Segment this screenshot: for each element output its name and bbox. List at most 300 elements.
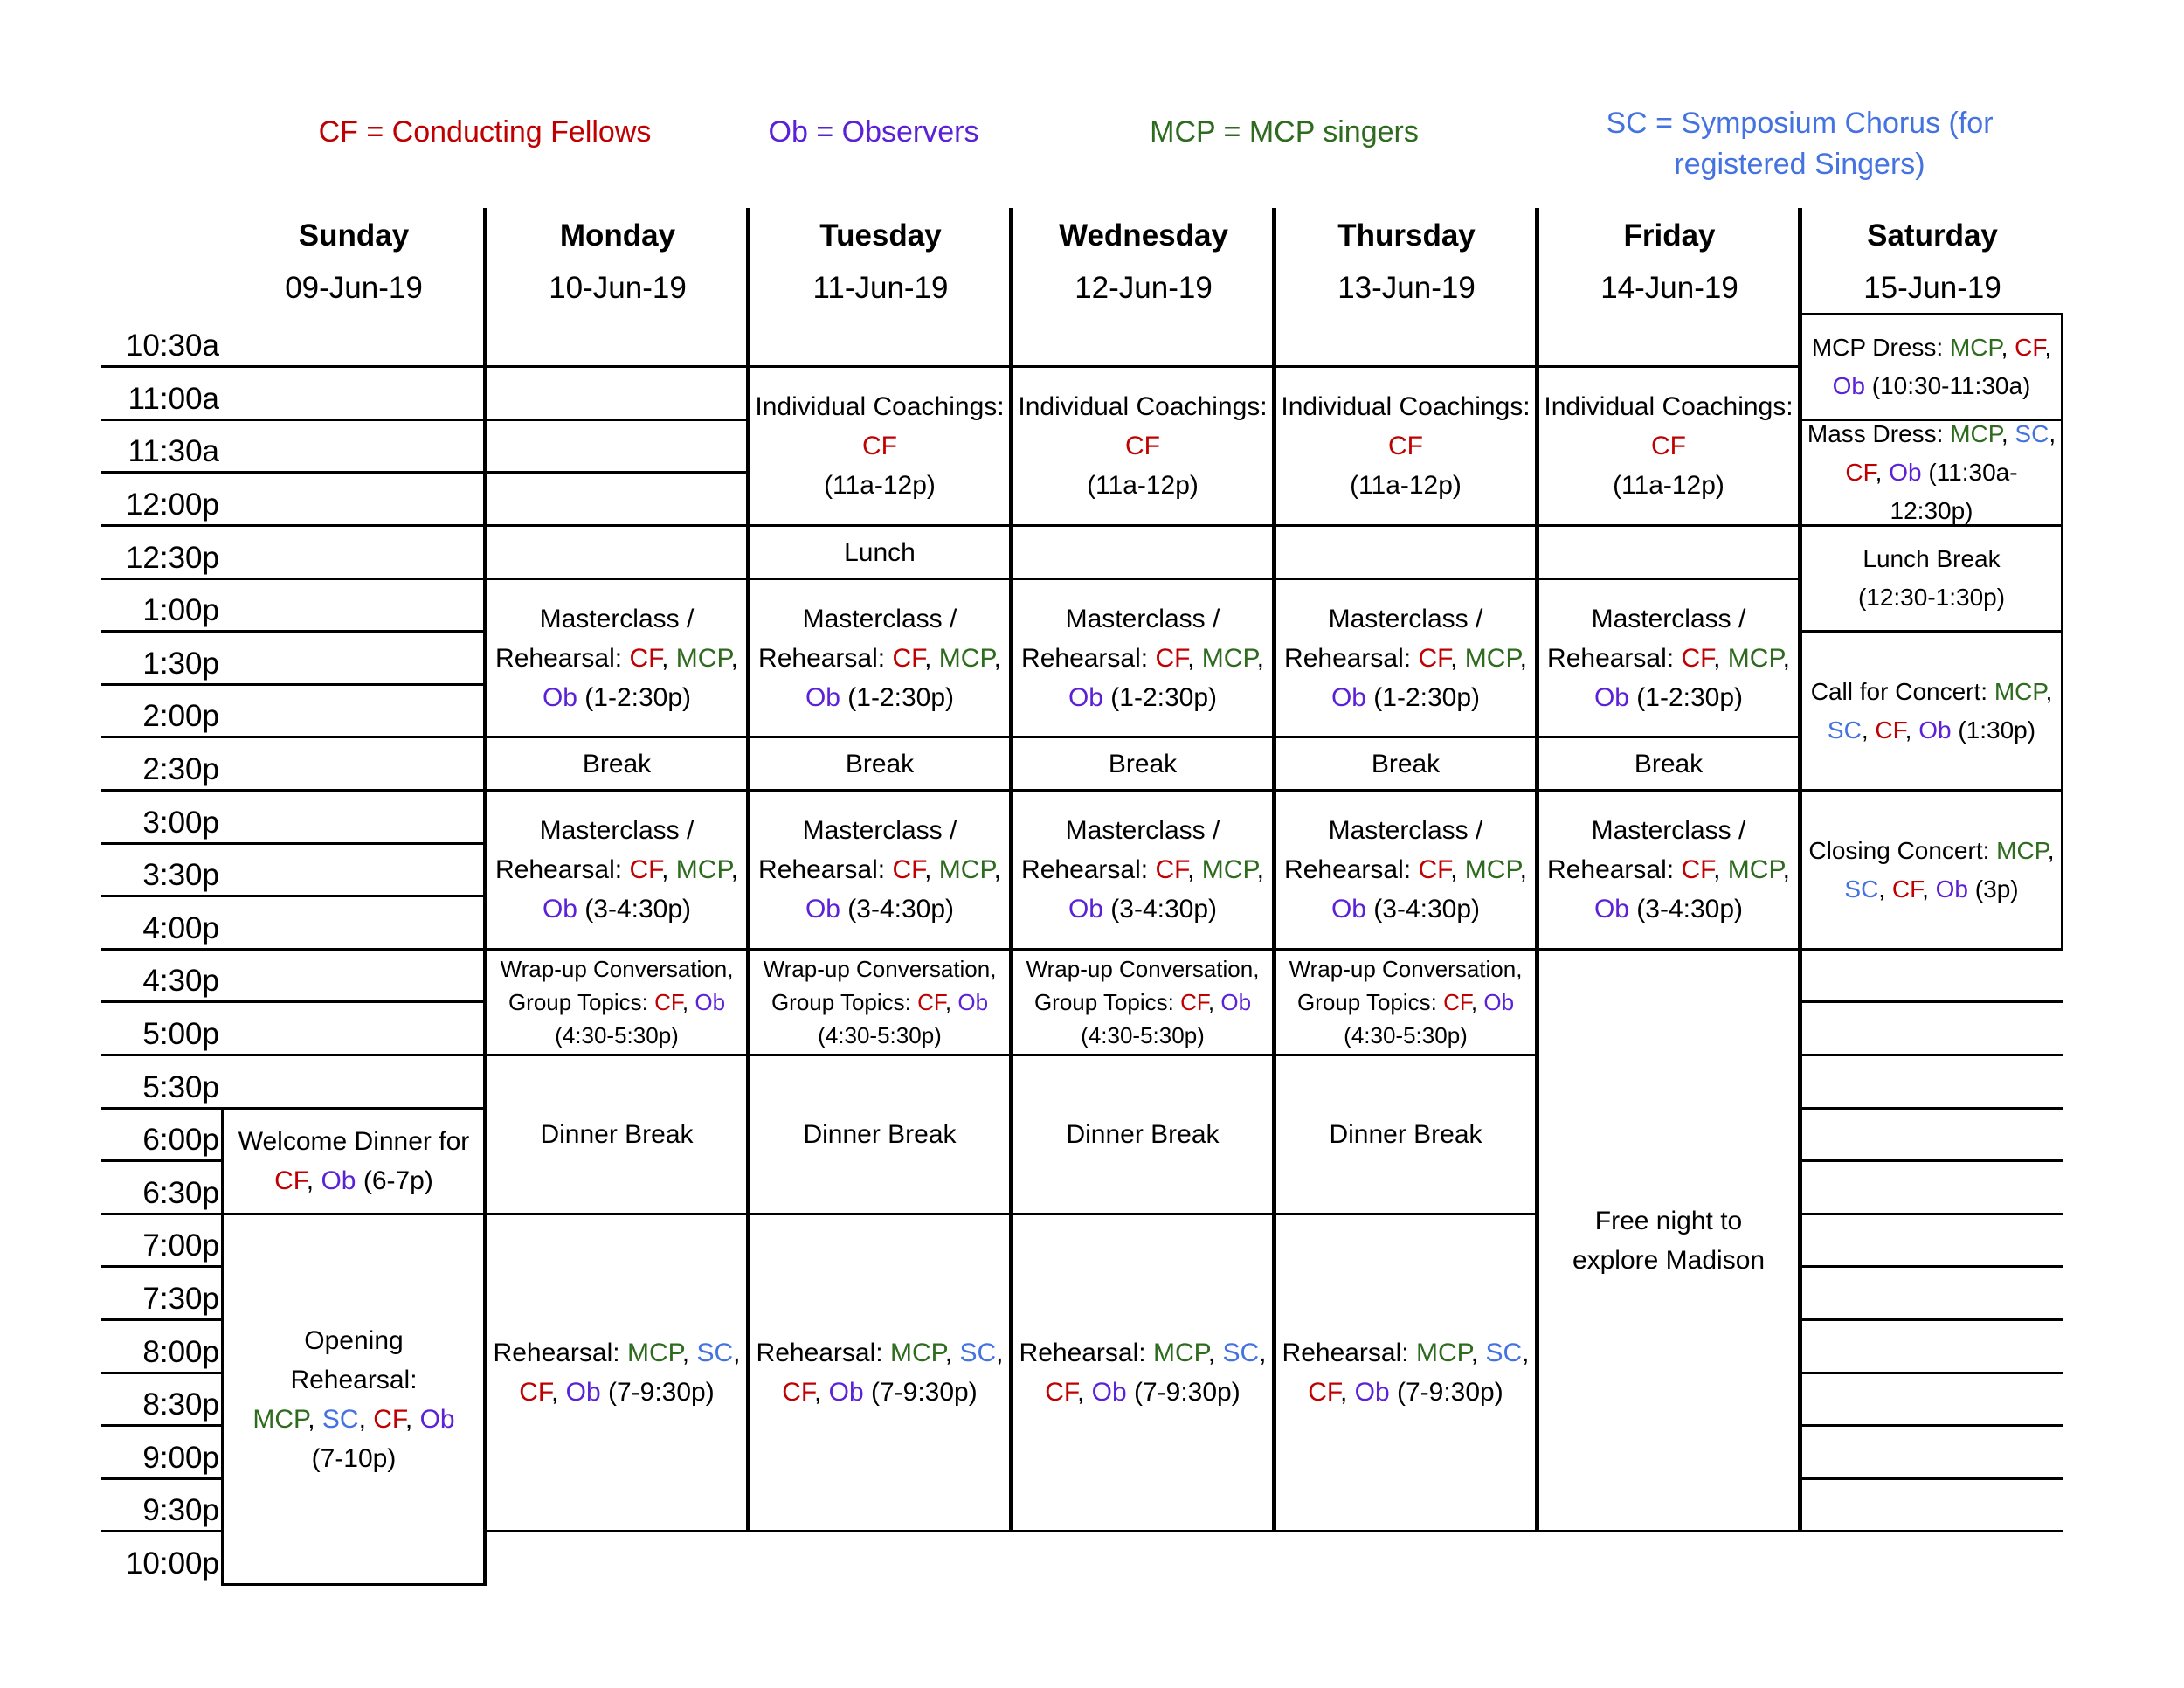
time-rule (101, 1054, 222, 1056)
event-title: Wrap-up Conversation, (500, 956, 734, 982)
event-rehearsal-monday-evening (487, 1215, 746, 1530)
event-time: (6-7p) (356, 1166, 433, 1195)
tag-mcp: MCP (1464, 855, 1520, 884)
time-rule (101, 578, 222, 580)
time-rule (101, 1424, 222, 1427)
separator: , (1339, 1378, 1355, 1407)
event-prefix: Group Topics: (771, 989, 918, 1015)
day-date-monday: 10-Jun-19 (549, 271, 687, 305)
tag-mcp: MCP (1201, 855, 1257, 884)
event-time: (4:30-5:30p) (1081, 1022, 1205, 1048)
separator: , (1207, 989, 1221, 1015)
event-masterclass-wednesday-am (1013, 580, 1272, 736)
event-prefix: Rehearsal: (756, 1339, 890, 1367)
event-prefix: Rehearsal: (1021, 643, 1156, 673)
time-label: 7:30p (142, 1282, 219, 1316)
event-prefix: Rehearsal: (495, 855, 630, 884)
tag-mcp: MCP (1152, 1339, 1208, 1367)
tag-cf: CF (892, 855, 925, 884)
time-rule (101, 789, 222, 792)
sunday-left-border (221, 1107, 224, 1586)
time-label: 8:30p (142, 1387, 219, 1422)
time-label: 2:00p (142, 699, 219, 733)
event-rehearsal-wednesday-evening (1013, 1215, 1272, 1530)
tag-mcp: MCP (1415, 1339, 1471, 1367)
tag-ob: Ob (1220, 989, 1252, 1015)
separator: , (1256, 643, 1264, 673)
separator: , (2001, 334, 2015, 361)
tag-ob: Ob (419, 1404, 455, 1434)
event-masterclass-tuesday-am (750, 580, 1009, 736)
event-time: (4:30-5:30p) (555, 1022, 679, 1048)
tag-ob: Ob (542, 895, 577, 924)
separator: , (1713, 855, 1728, 884)
monday-rule (486, 471, 748, 474)
event-coaching-friday (1539, 368, 1798, 524)
event-title: Break (1108, 749, 1178, 778)
time-label: 4:00p (142, 911, 219, 945)
tag-ob: Ob (1889, 459, 1922, 486)
event-time: (1-2:30p) (1102, 682, 1218, 712)
event-prefix: Rehearsal: (493, 1339, 627, 1367)
day-name-friday: Friday (1623, 218, 1716, 253)
time-label: 4:30p (142, 964, 219, 998)
tag-sc: SC (321, 1404, 359, 1434)
event-title: Mass Dress: (1807, 420, 1951, 447)
tag-cf: CF (1443, 989, 1471, 1015)
time-rule (101, 1000, 222, 1003)
event-dinner-break (1276, 1056, 1535, 1213)
event-time: (7-9:30p) (600, 1378, 715, 1407)
separator: , (944, 989, 958, 1015)
time-rule (101, 1107, 222, 1110)
time-label: 1:00p (142, 593, 219, 627)
event-wrapup-wednesday (1013, 951, 1272, 1054)
event-masterclass-tuesday-pm (750, 792, 1009, 948)
event-title: Lunch (844, 537, 916, 567)
time-rule (101, 736, 222, 738)
tag-ob: Ob (1935, 875, 1969, 903)
event-prefix: Rehearsal: (1282, 1339, 1416, 1367)
tag-mcp: MCP (938, 643, 994, 673)
tag-mcp: MCP (675, 855, 731, 884)
tag-ob: Ob (1593, 895, 1629, 924)
separator: , (1450, 643, 1465, 673)
weekday-rule (486, 1530, 1800, 1532)
sunday-rule (222, 683, 486, 686)
time-rule (101, 1159, 222, 1162)
tag-cf: CF (1125, 432, 1160, 460)
day-date-tuesday: 11-Jun-19 (812, 271, 949, 305)
monday-rule (486, 419, 748, 421)
event-time: (1-2:30p) (577, 682, 692, 712)
tag-cf: CF (917, 989, 945, 1015)
time-rule (101, 1372, 222, 1374)
event-title: Masterclass / (1591, 816, 1746, 845)
tag-mcp: MCP (1950, 420, 2001, 447)
event-break (487, 738, 746, 789)
time-label: 6:30p (142, 1176, 219, 1210)
event-time: (11a-12p) (824, 471, 936, 500)
separator: , (1187, 643, 1202, 673)
time-label: 11:00a (128, 382, 219, 416)
tag-cf: CF (1681, 643, 1714, 673)
event-time: (7-9:30p) (1389, 1378, 1503, 1407)
event-time: (7-9:30p) (863, 1378, 978, 1407)
legend-sc-line1: SC = Symposium Chorus (for (1606, 107, 1994, 140)
time-rule (101, 948, 222, 951)
tag-mcp: MCP (889, 1339, 945, 1367)
event-coaching-wednesday (1013, 368, 1272, 524)
event-prefix: Rehearsal: (495, 643, 630, 673)
tag-sc: SC (1222, 1339, 1260, 1367)
tag-sc: SC (2015, 420, 2049, 447)
separator: , (1259, 1339, 1267, 1367)
event-time: (4:30-5:30p) (818, 1022, 942, 1048)
tag-cf: CF (892, 643, 925, 673)
event-prefix: Group Topics: (1296, 989, 1444, 1015)
event-title: Masterclass / (1065, 816, 1220, 845)
separator: , (1875, 459, 1890, 486)
separator: , (1519, 643, 1527, 673)
time-label: 10:00p (125, 1546, 219, 1581)
tag-ob: Ob (1354, 1378, 1390, 1407)
time-rule (101, 1530, 222, 1532)
separator: , (661, 643, 676, 673)
time-label: 9:00p (142, 1441, 219, 1475)
time-label: 6:00p (142, 1123, 219, 1157)
separator: , (358, 1404, 374, 1434)
tag-cf: CF (1180, 989, 1208, 1015)
event-prefix: Rehearsal: (1021, 855, 1156, 884)
tag-mcp: MCP (1201, 643, 1257, 673)
tag-ob: Ob (1330, 682, 1366, 712)
event-title: Free night to explore Madison (1572, 1206, 1766, 1275)
time-label: 3:30p (142, 858, 219, 892)
sunday-rule (222, 471, 486, 474)
separator: , (661, 855, 676, 884)
legend-ob: Ob = Observers (768, 115, 979, 149)
separator: , (730, 855, 738, 884)
tag-mcp: MCP (1994, 677, 2046, 705)
tag-cf: CF (1388, 432, 1423, 460)
separator: , (733, 1339, 741, 1367)
sunday-rule (222, 524, 486, 527)
separator: , (404, 1404, 420, 1434)
weekday-rule (486, 524, 1800, 527)
separator: , (2045, 677, 2053, 705)
tag-cf: CF (274, 1166, 307, 1195)
time-label: 5:00p (142, 1017, 219, 1051)
saturday-rule (1801, 1213, 2063, 1215)
time-rule (101, 1318, 222, 1321)
tag-ob: Ob (1593, 682, 1629, 712)
tag-ob: Ob (828, 1378, 864, 1407)
event-title: Break (582, 749, 652, 778)
separator: , (1450, 855, 1465, 884)
tag-ob: Ob (542, 682, 577, 712)
tag-cf: CF (1045, 1378, 1077, 1407)
tag-cf: CF (1418, 855, 1451, 884)
event-masterclass-monday-am (487, 580, 746, 736)
event-title: Welcome Dinner for (238, 1127, 470, 1156)
saturday-rule (1801, 1477, 2063, 1480)
separator: , (813, 1378, 829, 1407)
event-time: (11:30a-12:30p) (1890, 459, 2018, 524)
event-time: (11a-12p) (1087, 471, 1199, 500)
separator: , (1470, 989, 1484, 1015)
tag-cf: CF (1845, 459, 1876, 486)
tag-ob: Ob (1483, 989, 1515, 1015)
saturday-rule (1801, 1318, 2063, 1321)
saturday-right-border (2061, 313, 2063, 951)
time-rule (101, 842, 222, 845)
event-time: (3-4:30p) (577, 895, 692, 924)
event-prefix: Group Topics: (1033, 989, 1181, 1015)
separator: , (944, 1339, 960, 1367)
time-rule (101, 683, 222, 686)
separator: , (1187, 855, 1202, 884)
time-rule (101, 419, 222, 421)
event-time: (1-2:30p) (840, 682, 955, 712)
separator: , (924, 855, 939, 884)
sunday-rule (222, 736, 486, 738)
tag-cf: CF (373, 1404, 405, 1434)
tag-cf: CF (654, 989, 682, 1015)
event-title: Closing Concert: (1808, 836, 1997, 864)
event-prefix: Rehearsal: (758, 855, 893, 884)
event-title: Masterclass / (1328, 604, 1483, 633)
tag-mcp: MCP (252, 1404, 308, 1434)
tag-ob: Ob (1918, 716, 1952, 744)
event-title: Individual Coachings: (1281, 392, 1531, 421)
tag-ob: Ob (957, 989, 989, 1015)
event-masterclass-thursday-pm (1276, 792, 1535, 948)
separator: , (996, 1339, 1004, 1367)
tag-sc: SC (1844, 875, 1879, 903)
tag-ob: Ob (565, 1378, 601, 1407)
time-label: 3:00p (142, 806, 219, 840)
event-masterclass-friday-pm (1539, 792, 1798, 948)
event-title: Dinner Break (1066, 1120, 1220, 1149)
event-time: (11a-12p) (1350, 471, 1462, 500)
event-prefix: Rehearsal: (1547, 643, 1682, 673)
tag-ob: Ob (321, 1166, 356, 1195)
separator: , (1782, 855, 1790, 884)
saturday-rule (1801, 1054, 2063, 1056)
event-coaching-tuesday (750, 368, 1009, 524)
event-title: Masterclass / (1065, 604, 1220, 633)
event-time: (3-4:30p) (1102, 895, 1218, 924)
event-dinner-break (1013, 1056, 1272, 1213)
event-opening-rehearsal (225, 1215, 483, 1583)
tag-cf: CF (862, 432, 897, 460)
tag-mcp: MCP (1727, 643, 1783, 673)
day-name-monday: Monday (559, 218, 676, 253)
tag-ob: Ob (1091, 1378, 1127, 1407)
event-time: (3-4:30p) (840, 895, 955, 924)
event-welcome-dinner (225, 1110, 483, 1213)
tag-mcp: MCP (1949, 334, 2001, 361)
event-prefix: Rehearsal: (1019, 1339, 1153, 1367)
event-dinner-break (750, 1056, 1009, 1213)
saturday-rule (1801, 948, 2063, 951)
event-mass-dress (1802, 421, 2061, 524)
separator: , (1713, 643, 1728, 673)
separator: , (1076, 1378, 1092, 1407)
event-masterclass-monday-pm (487, 792, 746, 948)
event-break (1539, 738, 1798, 789)
legend-sc (1555, 103, 2044, 185)
time-label: 9:30p (142, 1493, 219, 1527)
event-title: Opening Rehearsal: (290, 1325, 418, 1394)
tag-mcp: MCP (938, 855, 994, 884)
separator: , (1904, 716, 1919, 744)
day-date-wednesday: 12-Jun-19 (1075, 271, 1213, 305)
separator: , (2044, 334, 2052, 361)
separator: , (1878, 875, 1892, 903)
separator: , (306, 1166, 321, 1195)
event-title: Wrap-up Conversation, (1026, 956, 1260, 982)
day-name-sunday: Sunday (298, 218, 410, 253)
sunday-rule (222, 365, 486, 368)
tag-ob: Ob (1068, 895, 1103, 924)
tag-sc: SC (696, 1339, 734, 1367)
event-time: (1-2:30p) (1628, 682, 1744, 712)
sunday-rule (222, 895, 486, 897)
saturday-rule (1801, 1159, 2063, 1162)
tag-cf: CF (1155, 855, 1188, 884)
sunday-rule (222, 578, 486, 580)
separator: , (1256, 855, 1264, 884)
time-label: 11:30a (128, 434, 219, 468)
separator: , (993, 643, 1001, 673)
separator: , (1861, 716, 1876, 744)
time-label: 8:00p (142, 1335, 219, 1369)
separator: , (308, 1404, 322, 1434)
time-rule (101, 365, 222, 368)
tag-sc: SC (1827, 716, 1862, 744)
tag-mcp: MCP (626, 1339, 682, 1367)
legend-cf: CF = Conducting Fellows (318, 115, 652, 149)
event-wrapup-tuesday (750, 951, 1009, 1054)
event-title: Masterclass / (539, 604, 695, 633)
tag-ob: Ob (1068, 682, 1103, 712)
day-date-thursday: 13-Jun-19 (1337, 271, 1476, 305)
separator: , (2047, 836, 2055, 864)
event-rehearsal-tuesday-evening (750, 1215, 1009, 1530)
tag-ob: Ob (805, 895, 840, 924)
time-rule (101, 1213, 222, 1215)
separator: , (1522, 1339, 1530, 1367)
time-label: 12:30p (125, 541, 219, 575)
event-time: (10:30-11:30a) (1864, 372, 2031, 399)
event-title: Wrap-up Conversation, (1289, 956, 1523, 982)
separator: , (993, 855, 1001, 884)
event-title: Individual Coachings: (1018, 392, 1268, 421)
event-title: Individual Coachings: (755, 392, 1005, 421)
event-lunch-break (1802, 527, 2061, 630)
event-time: (3-4:30p) (1365, 895, 1481, 924)
event-break (1013, 738, 1272, 789)
tag-cf: CF (1891, 875, 1923, 903)
tag-cf: CF (2015, 334, 2045, 361)
event-coaching-thursday (1276, 368, 1535, 524)
sunday-rule (222, 842, 486, 845)
event-call-for-concert (1802, 633, 2061, 789)
tag-cf: CF (1875, 716, 1905, 744)
event-break (750, 738, 1009, 789)
event-time: (11a-12p) (1613, 471, 1724, 500)
event-break (1276, 738, 1535, 789)
day-name-saturday: Saturday (1867, 218, 1998, 253)
event-title: Masterclass / (539, 816, 695, 845)
event-title: Masterclass / (1591, 604, 1746, 633)
event-wrapup-thursday (1276, 951, 1535, 1054)
event-title: Dinner Break (1329, 1120, 1482, 1149)
event-title: Break (1634, 749, 1704, 778)
event-time: (7-10p) (311, 1443, 397, 1473)
event-title: Masterclass / (802, 604, 957, 633)
tag-cf: CF (1681, 855, 1714, 884)
tag-cf: CF (629, 855, 662, 884)
event-wrapup-monday (487, 951, 746, 1054)
event-prefix: Rehearsal: (758, 643, 893, 673)
sunday-rule (222, 789, 486, 792)
time-rule (101, 1265, 222, 1268)
time-label: 10:30a (125, 329, 219, 363)
sunday-rule (222, 419, 486, 421)
tag-cf: CF (1308, 1378, 1340, 1407)
event-time: (4:30-5:30p) (1344, 1022, 1468, 1048)
separator: , (1782, 643, 1790, 673)
separator: , (1207, 1339, 1223, 1367)
day-name-tuesday: Tuesday (819, 218, 942, 253)
event-masterclass-thursday-am (1276, 580, 1535, 736)
sunday-rule (222, 1583, 486, 1586)
day-date-sunday: 09-Jun-19 (285, 271, 423, 305)
tag-cf: CF (1155, 643, 1188, 673)
event-title: Masterclass / (802, 816, 957, 845)
separator: , (550, 1378, 566, 1407)
event-prefix: Rehearsal: (1284, 855, 1419, 884)
saturday-rule (1801, 1424, 2063, 1427)
event-title: Call for Concert: (1810, 677, 1994, 705)
event-title: MCP Dress: (1811, 334, 1950, 361)
separator: , (1470, 1339, 1486, 1367)
event-masterclass-wednesday-pm (1013, 792, 1272, 948)
saturday-rule (1801, 1107, 2063, 1110)
separator: , (2001, 420, 2015, 447)
tag-sc: SC (959, 1339, 997, 1367)
event-time: (3p) (1968, 875, 2019, 903)
event-title: Break (1371, 749, 1441, 778)
event-title: Dinner Break (540, 1120, 694, 1149)
event-title: Lunch Break (12:30-1:30p) (1857, 545, 2006, 611)
event-prefix: Group Topics: (508, 989, 655, 1015)
sunday-rule (222, 630, 486, 633)
tag-ob: Ob (695, 989, 726, 1015)
tag-cf: CF (629, 643, 662, 673)
time-rule (101, 1477, 222, 1480)
event-closing-concert (1802, 792, 2061, 948)
tag-mcp: MCP (1996, 836, 2048, 864)
tag-ob: Ob (1330, 895, 1366, 924)
day-name-wednesday: Wednesday (1059, 218, 1228, 253)
saturday-rule (1801, 1265, 2063, 1268)
event-title: Masterclass / (1328, 816, 1483, 845)
tag-cf: CF (782, 1378, 814, 1407)
